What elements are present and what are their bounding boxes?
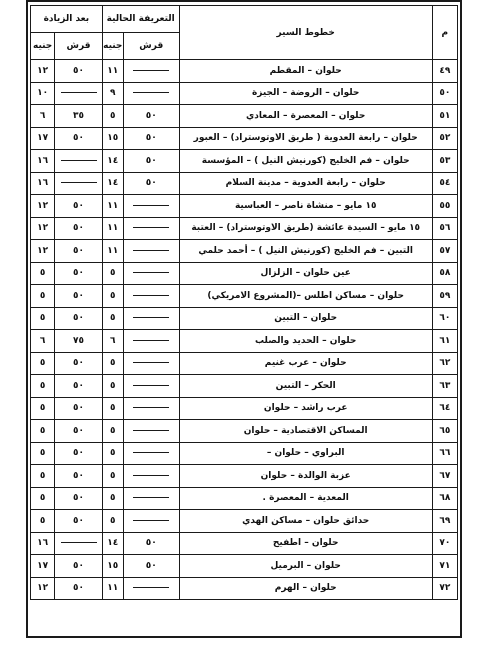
- blank-dash: [61, 182, 97, 183]
- current-pound-cell: ٥: [102, 285, 123, 308]
- row-index: ٦٧: [432, 465, 457, 488]
- blank-dash: [133, 205, 169, 206]
- blank-dash: [133, 520, 169, 521]
- current-qirsh-cell: [123, 375, 179, 398]
- route-cell: عزبة الوالدة – حلوان: [179, 465, 432, 488]
- current-pound-cell: ٥: [102, 307, 123, 330]
- blank-dash: [133, 475, 169, 476]
- new-pound-cell: ٦: [31, 105, 55, 128]
- new-qirsh-cell: ٣٥: [55, 105, 102, 128]
- new-qirsh-cell: [55, 172, 102, 195]
- current-pound-cell: ٥: [102, 442, 123, 465]
- new-qirsh-cell: [55, 150, 102, 173]
- current-pound-cell: ٥: [102, 487, 123, 510]
- table-row: [31, 577, 458, 600]
- row-index: ٥٢: [432, 127, 457, 150]
- row-index: ٥٩: [432, 285, 457, 308]
- table-body: [31, 60, 458, 600]
- current-qirsh-cell: ٥٠: [123, 172, 179, 195]
- new-pound-cell: ١٦: [31, 532, 55, 555]
- new-qirsh-cell: ٥٠: [55, 375, 102, 398]
- new-qirsh-cell: ٥٠: [55, 307, 102, 330]
- row-index: ٥٨: [432, 262, 457, 285]
- row-index: ٦٩: [432, 510, 457, 533]
- table-row: [31, 442, 458, 465]
- table-row: [31, 150, 458, 173]
- table-row: [31, 217, 458, 240]
- route-cell: حدائق حلوان – مساكن الهدي: [179, 510, 432, 533]
- new-pound-cell: ١٢: [31, 195, 55, 218]
- table-row: [31, 555, 458, 578]
- route-cell: حلوان – البرميل: [179, 555, 432, 578]
- blank-dash: [61, 92, 97, 93]
- current-pound-cell: ٥: [102, 510, 123, 533]
- blank-dash: [133, 317, 169, 318]
- row-index: ٦١: [432, 330, 457, 353]
- new-pound-cell: ١٧: [31, 127, 55, 150]
- row-index: ٧١: [432, 555, 457, 578]
- current-pound-cell: ١٤: [102, 172, 123, 195]
- new-qirsh-cell: ٥٠: [55, 510, 102, 533]
- blank-dash: [133, 70, 169, 71]
- new-pound-cell: ١٢: [31, 217, 55, 240]
- route-cell: حلوان – فم الخليج (كورنيش النيل ) – المؤسسة: [179, 150, 432, 173]
- new-pound-cell: ٥: [31, 262, 55, 285]
- current-qirsh-cell: [123, 352, 179, 375]
- fare-table: [30, 5, 458, 600]
- route-cell: عرب راشد – حلوان: [179, 397, 432, 420]
- route-cell: حلوان – التبين: [179, 307, 432, 330]
- new-qirsh-cell: [55, 532, 102, 555]
- new-qirsh-cell: ٥٠: [55, 217, 102, 240]
- route-cell: المساكن الاقتصادية – حلوان: [179, 420, 432, 443]
- current-pound-cell: ١١: [102, 577, 123, 600]
- row-index: ٦٨: [432, 487, 457, 510]
- row-index: ٥٤: [432, 172, 457, 195]
- new-qirsh-cell: ٥٠: [55, 60, 102, 83]
- current-pound-cell: ٥: [102, 352, 123, 375]
- new-pound-cell: ١٢: [31, 577, 55, 600]
- current-qirsh-cell: [123, 307, 179, 330]
- row-index: ٥١: [432, 105, 457, 128]
- new-qirsh-cell: ٥٠: [55, 577, 102, 600]
- new-qirsh-cell: ٥٠: [55, 487, 102, 510]
- new-pound-cell: ٥: [31, 420, 55, 443]
- route-cell: حلوان – المعصرة – المعادي: [179, 105, 432, 128]
- new-pound-cell: ١٢: [31, 240, 55, 263]
- new-qirsh-cell: ٥٠: [55, 442, 102, 465]
- table-row: [31, 352, 458, 375]
- route-cell: عين حلوان – الزلزال: [179, 262, 432, 285]
- current-qirsh-cell: [123, 60, 179, 83]
- row-index: ٦٦: [432, 442, 457, 465]
- table-row: [31, 375, 458, 398]
- current-qirsh-header: قرش: [123, 33, 179, 60]
- table-row: [31, 60, 458, 83]
- blank-dash: [133, 587, 169, 588]
- current-pound-cell: ٥: [102, 397, 123, 420]
- new-pound-cell: ٥: [31, 352, 55, 375]
- new-qirsh-cell: ٥٠: [55, 352, 102, 375]
- route-cell: حلوان – رابعة العدوية – مدينة السلام: [179, 172, 432, 195]
- route-cell: التبين – فم الخليج (كورنيش النيل ) – أحمد حلمي: [179, 240, 432, 263]
- table-row: [31, 172, 458, 195]
- table-row: [31, 330, 458, 353]
- new-pound-cell: ١٦: [31, 172, 55, 195]
- new-pound-cell: ٥: [31, 307, 55, 330]
- current-qirsh-cell: [123, 217, 179, 240]
- table-row: [31, 420, 458, 443]
- new-pound-cell: ٥: [31, 397, 55, 420]
- current-pound-cell: ١١: [102, 240, 123, 263]
- current-pound-cell: ٥: [102, 262, 123, 285]
- new-pound-cell: ٦: [31, 330, 55, 353]
- row-index: ٧٢: [432, 577, 457, 600]
- route-cell: حلوان – عرب غنيم: [179, 352, 432, 375]
- new-qirsh-cell: ٥٠: [55, 262, 102, 285]
- route-cell: حلوان – رابعة العدوية ( طريق الاوتوستراد) – العبور: [179, 127, 432, 150]
- current-qirsh-cell: [123, 465, 179, 488]
- blank-dash: [133, 452, 169, 453]
- row-index: ٥٣: [432, 150, 457, 173]
- current-pound-cell: ١٤: [102, 532, 123, 555]
- new-qirsh-cell: ٥٠: [55, 240, 102, 263]
- table-row: [31, 510, 458, 533]
- blank-dash: [133, 272, 169, 273]
- new-qirsh-cell: ٥٠: [55, 195, 102, 218]
- current-pound-cell: ٥: [102, 105, 123, 128]
- new-qirsh-cell: ٥٠: [55, 285, 102, 308]
- blank-dash: [133, 227, 169, 228]
- row-index: ٦٢: [432, 352, 457, 375]
- table-row: [31, 307, 458, 330]
- row-index: ٥٧: [432, 240, 457, 263]
- blank-dash: [61, 160, 97, 161]
- current-qirsh-cell: ٥٠: [123, 150, 179, 173]
- table-row: [31, 397, 458, 420]
- row-index: ٥٥: [432, 195, 457, 218]
- new-pound-cell: ٥: [31, 487, 55, 510]
- blank-dash: [133, 92, 169, 93]
- new-pound-cell: ١٢: [31, 60, 55, 83]
- current-pound-cell: ١١: [102, 217, 123, 240]
- current-qirsh-cell: [123, 330, 179, 353]
- current-fare-header: التعريفة الحالية: [102, 6, 179, 33]
- table-row: [31, 82, 458, 105]
- route-header: خطوط السير: [179, 6, 432, 60]
- blank-dash: [61, 542, 97, 543]
- current-qirsh-cell: [123, 240, 179, 263]
- route-cell: ١٥ مايو – منشاة ناصر – العباسية: [179, 195, 432, 218]
- new-qirsh-cell: ٥٠: [55, 465, 102, 488]
- current-qirsh-cell: [123, 82, 179, 105]
- route-cell: حلوان – مساكن اطلس –(المشروع الامريكي): [179, 285, 432, 308]
- blank-dash: [133, 250, 169, 251]
- new-pound-cell: ٥: [31, 510, 55, 533]
- blank-dash: [133, 385, 169, 386]
- new-pound-cell: ٥: [31, 285, 55, 308]
- current-qirsh-cell: [123, 487, 179, 510]
- table-row: [31, 285, 458, 308]
- blank-dash: [133, 295, 169, 296]
- current-qirsh-cell: [123, 510, 179, 533]
- blank-dash: [133, 340, 169, 341]
- table-row: [31, 532, 458, 555]
- current-qirsh-cell: [123, 285, 179, 308]
- current-pound-cell: ١٥: [102, 127, 123, 150]
- new-pound-cell: ٥: [31, 375, 55, 398]
- current-qirsh-cell: ٥٠: [123, 532, 179, 555]
- index-header: م: [432, 6, 457, 60]
- current-qirsh-cell: [123, 442, 179, 465]
- table-row: [31, 240, 458, 263]
- new-pound-cell: ٥: [31, 465, 55, 488]
- new-qirsh-cell: ٥٠: [55, 555, 102, 578]
- route-cell: الحكر – التبين: [179, 375, 432, 398]
- current-pound-cell: ١٥: [102, 555, 123, 578]
- new-pound-cell: ١٠: [31, 82, 55, 105]
- new-qirsh-cell: ٧٥: [55, 330, 102, 353]
- new-qirsh-cell: [55, 82, 102, 105]
- current-qirsh-cell: [123, 195, 179, 218]
- blank-dash: [133, 407, 169, 408]
- route-cell: البراوي – حلوان –: [179, 442, 432, 465]
- row-index: ٧٠: [432, 532, 457, 555]
- row-index: ٥٦: [432, 217, 457, 240]
- row-index: ٦٠: [432, 307, 457, 330]
- row-index: ٤٩: [432, 60, 457, 83]
- after-increase-header: بعد الزيادة: [31, 6, 103, 33]
- new-qirsh-cell: ٥٠: [55, 420, 102, 443]
- current-pound-cell: ١١: [102, 60, 123, 83]
- current-qirsh-cell: ٥٠: [123, 555, 179, 578]
- current-pound-cell: ١١: [102, 195, 123, 218]
- blank-dash: [133, 497, 169, 498]
- current-qirsh-cell: [123, 397, 179, 420]
- new-qirsh-cell: ٥٠: [55, 127, 102, 150]
- route-cell: حلوان – الهرم: [179, 577, 432, 600]
- current-pound-cell: ٦: [102, 330, 123, 353]
- table-row: [31, 127, 458, 150]
- current-pound-cell: ٥: [102, 465, 123, 488]
- blank-dash: [133, 430, 169, 431]
- new-qirsh-header: قرش: [55, 33, 102, 60]
- table-row: [31, 465, 458, 488]
- row-index: ٦٤: [432, 397, 457, 420]
- new-pound-header: جنيه: [31, 33, 55, 60]
- table-row: [31, 262, 458, 285]
- current-qirsh-cell: [123, 420, 179, 443]
- current-pound-cell: ٥: [102, 420, 123, 443]
- row-index: ٦٣: [432, 375, 457, 398]
- row-index: ٦٥: [432, 420, 457, 443]
- current-qirsh-cell: [123, 577, 179, 600]
- route-cell: المعدية – المعصرة .: [179, 487, 432, 510]
- new-qirsh-cell: ٥٠: [55, 397, 102, 420]
- current-pound-header: جنيه: [102, 33, 123, 60]
- current-pound-cell: ٩: [102, 82, 123, 105]
- current-qirsh-cell: ٥٠: [123, 127, 179, 150]
- route-cell: حلوان – المقطم: [179, 60, 432, 83]
- current-pound-cell: ١٤: [102, 150, 123, 173]
- route-cell: حلوان – اطفيح: [179, 532, 432, 555]
- new-pound-cell: ١٧: [31, 555, 55, 578]
- row-index: ٥٠: [432, 82, 457, 105]
- new-pound-cell: ٥: [31, 442, 55, 465]
- table-row: [31, 195, 458, 218]
- route-cell: ١٥ مايو – السيدة عائشة (طريق الاوتوستراد) – العتبة: [179, 217, 432, 240]
- table-row: [31, 105, 458, 128]
- new-pound-cell: ١٦: [31, 150, 55, 173]
- route-cell: حلوان – الروضة – الجيزة: [179, 82, 432, 105]
- table-row: [31, 487, 458, 510]
- blank-dash: [133, 362, 169, 363]
- route-cell: حلوان – الحديد والصلب: [179, 330, 432, 353]
- current-qirsh-cell: [123, 262, 179, 285]
- current-pound-cell: ٥: [102, 375, 123, 398]
- current-qirsh-cell: ٥٠: [123, 105, 179, 128]
